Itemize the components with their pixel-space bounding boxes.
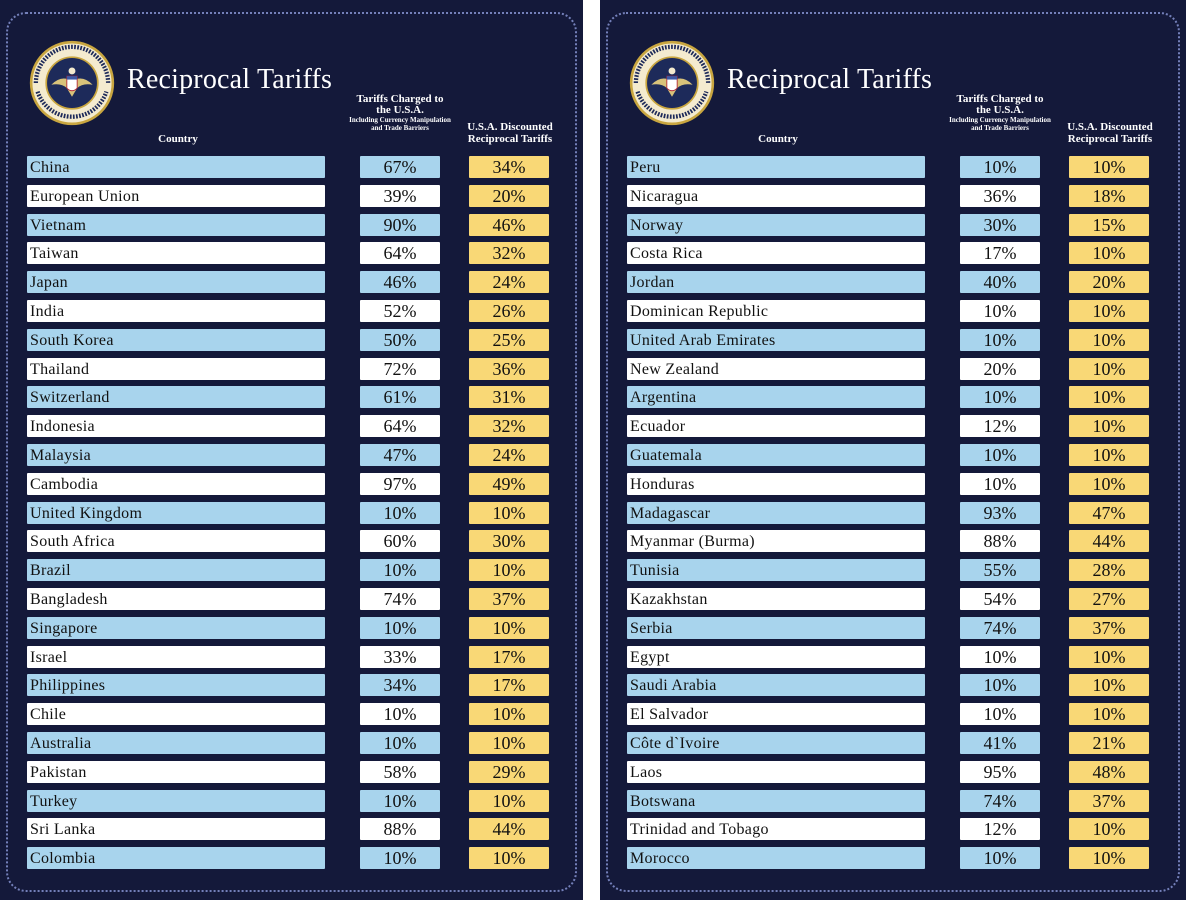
tariff-charged-cell: 20% bbox=[960, 358, 1040, 380]
country-cell: Côte d`Ivoire bbox=[627, 732, 925, 754]
table-row bbox=[0, 386, 583, 408]
tariff-charged-cell: 88% bbox=[960, 530, 1040, 552]
reciprocal-tariff-cell: 32% bbox=[469, 415, 549, 437]
table-row bbox=[600, 761, 1186, 783]
table-row bbox=[0, 444, 583, 466]
tariff-charged-cell: 74% bbox=[960, 617, 1040, 639]
table-row bbox=[600, 242, 1186, 264]
discount-column-header: U.S.A. Discounted Reciprocal Tariffs bbox=[467, 121, 553, 145]
table-row bbox=[600, 674, 1186, 696]
tariff-charged-cell: 60% bbox=[360, 530, 440, 552]
country-cell: South Africa bbox=[27, 530, 325, 552]
table-row bbox=[600, 185, 1186, 207]
table-row bbox=[0, 329, 583, 351]
reciprocal-tariff-cell: 36% bbox=[469, 358, 549, 380]
charged-header-main: Tariffs Charged to the U.S.A. bbox=[356, 93, 444, 116]
tariff-charged-cell: 17% bbox=[960, 242, 1040, 264]
table-row bbox=[0, 588, 583, 610]
tariff-charged-cell: 10% bbox=[360, 559, 440, 581]
country-cell: Morocco bbox=[627, 847, 925, 869]
tariff-charged-cell: 88% bbox=[360, 818, 440, 840]
tariff-charged-cell: 95% bbox=[960, 761, 1040, 783]
country-cell: Laos bbox=[627, 761, 925, 783]
reciprocal-tariff-cell: 26% bbox=[469, 300, 549, 322]
charged-header-main: Tariffs Charged to the U.S.A. bbox=[956, 93, 1044, 116]
tariff-charged-cell: 10% bbox=[960, 473, 1040, 495]
tariff-charged-cell: 10% bbox=[960, 646, 1040, 668]
country-cell: China bbox=[27, 156, 325, 178]
reciprocal-tariff-cell: 10% bbox=[1069, 415, 1149, 437]
table-row bbox=[600, 530, 1186, 552]
table-row bbox=[0, 761, 583, 783]
tariff-charged-cell: 10% bbox=[360, 502, 440, 524]
table-row bbox=[0, 530, 583, 552]
table-row bbox=[0, 703, 583, 725]
reciprocal-tariff-cell: 10% bbox=[1069, 242, 1149, 264]
table-row bbox=[0, 415, 583, 437]
table-row bbox=[0, 617, 583, 639]
page-title: Reciprocal Tariffs bbox=[127, 64, 333, 95]
tariff-charged-cell: 64% bbox=[360, 415, 440, 437]
tariff-charged-cell: 74% bbox=[960, 790, 1040, 812]
reciprocal-tariff-cell: 10% bbox=[1069, 646, 1149, 668]
table-row bbox=[600, 847, 1186, 869]
country-cell: Vietnam bbox=[27, 214, 325, 236]
country-cell: Myanmar (Burma) bbox=[627, 530, 925, 552]
country-cell: Serbia bbox=[627, 617, 925, 639]
tariff-charged-cell: 72% bbox=[360, 358, 440, 380]
reciprocal-tariff-cell: 10% bbox=[1069, 329, 1149, 351]
reciprocal-tariff-cell: 15% bbox=[1069, 214, 1149, 236]
country-cell: South Korea bbox=[27, 329, 325, 351]
country-cell: Egypt bbox=[627, 646, 925, 668]
country-cell: El Salvador bbox=[627, 703, 925, 725]
tariff-charged-cell: 10% bbox=[960, 847, 1040, 869]
tariff-charged-cell: 33% bbox=[360, 646, 440, 668]
reciprocal-tariff-cell: 25% bbox=[469, 329, 549, 351]
table-row bbox=[600, 329, 1186, 351]
table-row bbox=[600, 300, 1186, 322]
reciprocal-tariff-cell: 10% bbox=[469, 703, 549, 725]
table-row bbox=[600, 386, 1186, 408]
reciprocal-tariff-cell: 29% bbox=[469, 761, 549, 783]
tariff-charged-cell: 10% bbox=[960, 444, 1040, 466]
tariff-charged-cell: 34% bbox=[360, 674, 440, 696]
discount-column-header: U.S.A. Discounted Reciprocal Tariffs bbox=[1067, 121, 1153, 145]
country-cell: Bangladesh bbox=[27, 588, 325, 610]
table-row bbox=[600, 502, 1186, 524]
reciprocal-tariff-cell: 10% bbox=[469, 559, 549, 581]
reciprocal-tariff-cell: 10% bbox=[1069, 674, 1149, 696]
country-cell: Singapore bbox=[27, 617, 325, 639]
tariff-charged-cell: 10% bbox=[960, 156, 1040, 178]
country-cell: United Kingdom bbox=[27, 502, 325, 524]
tariff-charged-cell: 10% bbox=[960, 329, 1040, 351]
table-row bbox=[600, 415, 1186, 437]
reciprocal-tariff-cell: 32% bbox=[469, 242, 549, 264]
country-cell: Nicaragua bbox=[627, 185, 925, 207]
country-cell: Philippines bbox=[27, 674, 325, 696]
reciprocal-tariff-cell: 37% bbox=[1069, 790, 1149, 812]
country-cell: New Zealand bbox=[627, 358, 925, 380]
table-row bbox=[0, 847, 583, 869]
table-row bbox=[0, 502, 583, 524]
reciprocal-tariff-cell: 44% bbox=[469, 818, 549, 840]
reciprocal-tariff-cell: 20% bbox=[1069, 271, 1149, 293]
table-row bbox=[0, 818, 583, 840]
country-cell: Thailand bbox=[27, 358, 325, 380]
tariff-charged-cell: 61% bbox=[360, 386, 440, 408]
tariff-charged-cell: 10% bbox=[360, 790, 440, 812]
tariff-charged-cell: 41% bbox=[960, 732, 1040, 754]
table-row bbox=[0, 214, 583, 236]
table-row bbox=[0, 300, 583, 322]
reciprocal-tariff-cell: 47% bbox=[1069, 502, 1149, 524]
table-row bbox=[600, 646, 1186, 668]
table-row bbox=[600, 473, 1186, 495]
country-cell: Honduras bbox=[627, 473, 925, 495]
table-row bbox=[600, 818, 1186, 840]
tariff-charged-cell: 46% bbox=[360, 271, 440, 293]
reciprocal-tariff-cell: 31% bbox=[469, 386, 549, 408]
tariff-charged-cell: 55% bbox=[960, 559, 1040, 581]
table-row bbox=[0, 242, 583, 264]
country-cell: Sri Lanka bbox=[27, 818, 325, 840]
table-row bbox=[0, 473, 583, 495]
country-cell: Peru bbox=[627, 156, 925, 178]
reciprocal-tariff-cell: 46% bbox=[469, 214, 549, 236]
tariff-charged-cell: 10% bbox=[960, 674, 1040, 696]
tariff-charged-cell: 10% bbox=[360, 703, 440, 725]
country-cell: Malaysia bbox=[27, 444, 325, 466]
reciprocal-tariff-cell: 27% bbox=[1069, 588, 1149, 610]
reciprocal-tariff-cell: 28% bbox=[1069, 559, 1149, 581]
country-cell: Indonesia bbox=[27, 415, 325, 437]
reciprocal-tariff-cell: 24% bbox=[469, 271, 549, 293]
table-row bbox=[600, 703, 1186, 725]
country-cell: Turkey bbox=[27, 790, 325, 812]
table-row bbox=[600, 617, 1186, 639]
page-title: Reciprocal Tariffs bbox=[727, 64, 933, 95]
table-row bbox=[600, 214, 1186, 236]
reciprocal-tariff-cell: 10% bbox=[469, 732, 549, 754]
country-cell: Madagascar bbox=[627, 502, 925, 524]
country-cell: Kazakhstan bbox=[627, 588, 925, 610]
reciprocal-tariff-cell: 10% bbox=[469, 502, 549, 524]
table-row bbox=[0, 271, 583, 293]
country-cell: Dominican Republic bbox=[627, 300, 925, 322]
country-cell: Tunisia bbox=[627, 559, 925, 581]
tariff-charged-cell: 47% bbox=[360, 444, 440, 466]
tariff-charged-cell: 30% bbox=[960, 214, 1040, 236]
charged-column-header bbox=[948, 94, 1052, 132]
country-cell: Botswana bbox=[627, 790, 925, 812]
table-row bbox=[0, 674, 583, 696]
country-cell: Jordan bbox=[627, 271, 925, 293]
tariff-charged-cell: 54% bbox=[960, 588, 1040, 610]
country-cell: European Union bbox=[27, 185, 325, 207]
country-cell: Guatemala bbox=[627, 444, 925, 466]
country-cell: Taiwan bbox=[27, 242, 325, 264]
country-cell: Colombia bbox=[27, 847, 325, 869]
tariff-charged-cell: 74% bbox=[360, 588, 440, 610]
tariff-charged-cell: 64% bbox=[360, 242, 440, 264]
reciprocal-tariff-cell: 10% bbox=[469, 847, 549, 869]
table-row bbox=[0, 646, 583, 668]
reciprocal-tariff-cell: 30% bbox=[469, 530, 549, 552]
tariff-charged-cell: 10% bbox=[360, 847, 440, 869]
tariff-charged-cell: 52% bbox=[360, 300, 440, 322]
presidential-seal-icon bbox=[29, 40, 115, 126]
country-cell: Trinidad and Tobago bbox=[627, 818, 925, 840]
country-cell: Saudi Arabia bbox=[627, 674, 925, 696]
country-cell: Costa Rica bbox=[627, 242, 925, 264]
reciprocal-tariff-cell: 10% bbox=[1069, 473, 1149, 495]
reciprocal-tariff-cell: 10% bbox=[1069, 818, 1149, 840]
reciprocal-tariff-cell: 10% bbox=[1069, 386, 1149, 408]
reciprocal-tariff-cell: 10% bbox=[469, 617, 549, 639]
country-cell: Chile bbox=[27, 703, 325, 725]
tariff-charged-cell: 36% bbox=[960, 185, 1040, 207]
table-row bbox=[600, 559, 1186, 581]
table-row bbox=[0, 358, 583, 380]
tariff-charged-cell: 39% bbox=[360, 185, 440, 207]
country-cell: Argentina bbox=[627, 386, 925, 408]
reciprocal-tariff-cell: 17% bbox=[469, 646, 549, 668]
tariff-charged-cell: 10% bbox=[360, 732, 440, 754]
country-cell: Switzerland bbox=[27, 386, 325, 408]
table-row bbox=[0, 559, 583, 581]
tariff-charged-cell: 12% bbox=[960, 818, 1040, 840]
tariff-panel-right: Reciprocal Tariffs Country Tariffs Charged to the U.S.A. Including Currency Manipulation and Trade Barriers U.S.A. Discounted Reciprocal Tariffs Peru 10% 10% Nicaragua 36% 18% Norway 30% 15% Costa Rica 17% 10% Jordan 40% 20% Dominican Republic 10% 10% United Arab Emirates 10% 10% New Zealand 20% 10% Argentina 10% 10% Ecuador 12% 10% Guatemala 10% 10% Honduras 10% 10% Madagascar 93% 47% Myanmar (Burma) 88% 44% Tunisia 55% 28% Kazakhstan 54% 27% Serbia 74% 37% Egypt 10% 10% Saudi Arabia 10% 10% El Salvador 10% 10% Côte d`Ivoire 41% 21% Laos 95% 48% Botswana 74% 37% Trinidad and Tobago 12% 10% Morocco 10% 10% bbox=[600, 0, 1186, 900]
table-row bbox=[0, 156, 583, 178]
tariff-charged-cell: 90% bbox=[360, 214, 440, 236]
table-row bbox=[600, 790, 1186, 812]
reciprocal-tariff-cell: 10% bbox=[1069, 358, 1149, 380]
tariff-panel-left: Reciprocal Tariffs Country Tariffs Charged to the U.S.A. Including Currency Manipulation and Trade Barriers U.S.A. Discounted Reciprocal Tariffs China 67% 34% European Union 39% 20% Vietnam 90% 46% Taiwan 64% 32% Japan 46% 24% India 52% 26% South Korea 50% 25% Thailand 72% 36% Switzerland 61% 31% Indonesia 64% 32% Malaysia 47% 24% Cambodia 97% 49% United Kingdom 10% 10% South Africa 60% 30% Brazil 10% 10% Bangladesh 74% 37% Singapore 10% 10% Israel 33% 17% Philippines 34% 17% Chile 10% 10% Australia 10% 10% Pakistan 58% 29% Turkey 10% 10% Sri Lanka 88% 44% Colombia 10% 10% bbox=[0, 0, 583, 900]
reciprocal-tariff-cell: 10% bbox=[469, 790, 549, 812]
country-cell: Ecuador bbox=[627, 415, 925, 437]
table-row bbox=[0, 732, 583, 754]
reciprocal-tariff-cell: 17% bbox=[469, 674, 549, 696]
country-cell: Israel bbox=[27, 646, 325, 668]
tariff-charged-cell: 50% bbox=[360, 329, 440, 351]
reciprocal-tariff-cell: 10% bbox=[1069, 703, 1149, 725]
charged-column-header bbox=[348, 94, 452, 132]
reciprocal-tariff-cell: 10% bbox=[1069, 300, 1149, 322]
reciprocal-tariff-cell: 44% bbox=[1069, 530, 1149, 552]
table-row bbox=[600, 156, 1186, 178]
tariff-charged-cell: 10% bbox=[360, 617, 440, 639]
reciprocal-tariff-cell: 37% bbox=[1069, 617, 1149, 639]
tariff-charged-cell: 12% bbox=[960, 415, 1040, 437]
tariff-charged-cell: 93% bbox=[960, 502, 1040, 524]
tariff-charged-cell: 10% bbox=[960, 300, 1040, 322]
country-cell: Pakistan bbox=[27, 761, 325, 783]
reciprocal-tariff-cell: 10% bbox=[1069, 444, 1149, 466]
country-cell: Japan bbox=[27, 271, 325, 293]
reciprocal-tariff-cell: 24% bbox=[469, 444, 549, 466]
tariff-charged-cell: 58% bbox=[360, 761, 440, 783]
reciprocal-tariff-cell: 48% bbox=[1069, 761, 1149, 783]
reciprocal-tariff-cell: 49% bbox=[469, 473, 549, 495]
reciprocal-tariff-cell: 10% bbox=[1069, 156, 1149, 178]
tariff-charged-cell: 40% bbox=[960, 271, 1040, 293]
reciprocal-tariff-cell: 20% bbox=[469, 185, 549, 207]
country-cell: India bbox=[27, 300, 325, 322]
tariff-charged-cell: 10% bbox=[960, 386, 1040, 408]
tariff-charged-cell: 10% bbox=[960, 703, 1040, 725]
reciprocal-tariff-cell: 37% bbox=[469, 588, 549, 610]
table-row bbox=[0, 185, 583, 207]
table-row bbox=[0, 790, 583, 812]
charged-header-sub: Including Currency Manipulation and Trade Barriers bbox=[949, 116, 1051, 132]
table-row bbox=[600, 271, 1186, 293]
country-cell: Brazil bbox=[27, 559, 325, 581]
reciprocal-tariff-cell: 10% bbox=[1069, 847, 1149, 869]
country-cell: United Arab Emirates bbox=[627, 329, 925, 351]
tariff-charged-cell: 97% bbox=[360, 473, 440, 495]
country-cell: Norway bbox=[627, 214, 925, 236]
presidential-seal-icon bbox=[629, 40, 715, 126]
charged-header-sub: Including Currency Manipulation and Trade Barriers bbox=[349, 116, 451, 132]
country-cell: Cambodia bbox=[27, 473, 325, 495]
table-row bbox=[600, 358, 1186, 380]
reciprocal-tariff-cell: 21% bbox=[1069, 732, 1149, 754]
country-cell: Australia bbox=[27, 732, 325, 754]
table-row bbox=[600, 444, 1186, 466]
tariff-charged-cell: 67% bbox=[360, 156, 440, 178]
reciprocal-tariff-cell: 18% bbox=[1069, 185, 1149, 207]
table-row bbox=[600, 588, 1186, 610]
table-row bbox=[600, 732, 1186, 754]
reciprocal-tariff-cell: 34% bbox=[469, 156, 549, 178]
